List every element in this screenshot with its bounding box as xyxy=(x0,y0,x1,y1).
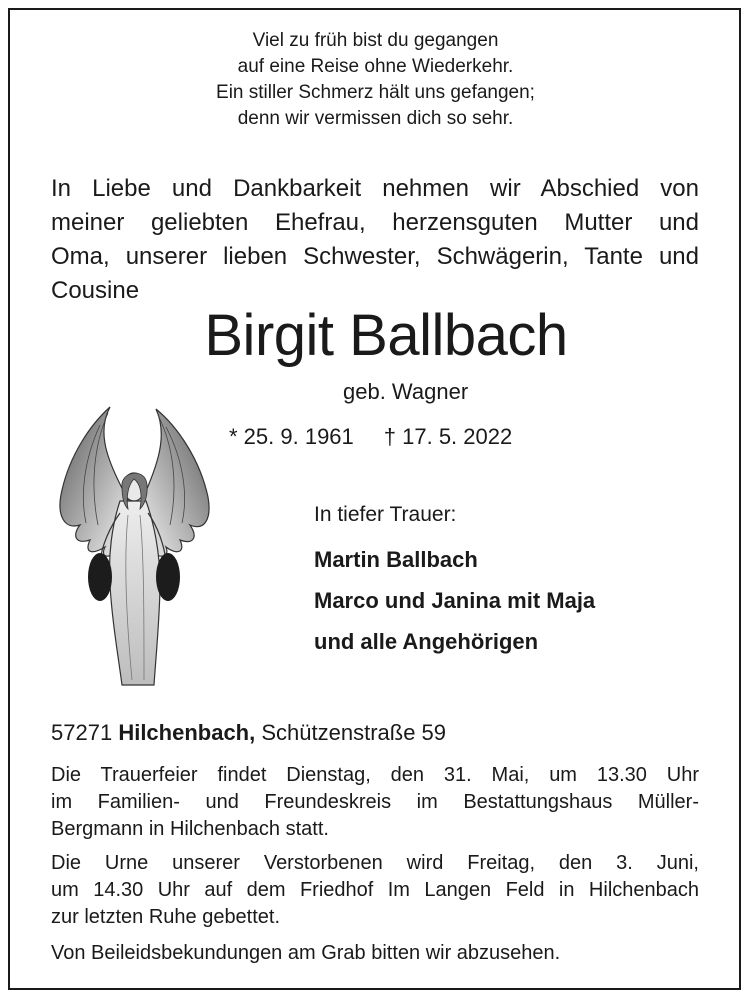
mourner-name: und alle Angehörigen xyxy=(314,629,539,654)
service-line: Bergmann in Hilchenbach statt. xyxy=(51,818,329,840)
address xyxy=(51,718,446,748)
death-date: † 17. 5. 2022 xyxy=(383,424,513,449)
burial-line: um 14.30 Uhr auf dem Friedhof Im Langen Feld in Hilchenbach xyxy=(51,879,699,901)
condolence-note: Von Beileidsbekundungen am Grab bitten wir abzusehen. xyxy=(51,942,561,964)
poem-line: Viel zu früh bist du gegangen xyxy=(252,30,499,51)
angel-illustration xyxy=(50,405,218,690)
intro-text xyxy=(51,172,699,308)
poem-line: auf eine Reise ohne Wiederkehr. xyxy=(237,56,514,77)
poem-line: Ein stiller Schmerz hält uns gefangen; xyxy=(216,82,535,103)
life-dates xyxy=(229,422,512,452)
service-line: Die Trauerfeier findet Dienstag, den 31. Mai, um 13.30 Uhr xyxy=(51,764,699,786)
maiden-name: geb. Wagner xyxy=(343,379,469,404)
poem-line: denn wir vermissen dich so sehr. xyxy=(237,108,514,129)
service-paragraph xyxy=(51,762,699,843)
burial-line: Die Urne unserer Verstorbenen wird Freitag, den 3. Juni, xyxy=(51,852,699,874)
mourner-name: Martin Ballbach xyxy=(314,547,478,572)
intro-line: meiner geliebten Ehefrau, herzensguten Mutter und xyxy=(51,209,699,236)
right-orb xyxy=(156,553,180,601)
intro-line: In Liebe und Dankbarkeit nehmen wir Abschied von xyxy=(51,175,699,202)
mourners-list xyxy=(314,545,595,668)
intro-line: Oma, unserer lieben Schwester, Schwägerin, Tante und xyxy=(51,243,699,270)
poem xyxy=(0,28,751,132)
mourning-label: In tiefer Trauer: xyxy=(314,503,457,526)
mourner-name: Marco und Janina mit Maja xyxy=(314,588,596,613)
deceased-name: Birgit Ballbach xyxy=(204,303,568,368)
left-orb xyxy=(88,553,112,601)
address-street: Schützenstraße 59 xyxy=(261,720,447,745)
address-city: Hilchenbach, xyxy=(118,720,256,745)
birth-date: * 25. 9. 1961 xyxy=(229,424,354,449)
robe xyxy=(109,501,160,685)
burial-line: zur letzten Ruhe gebettet. xyxy=(51,906,281,928)
service-line: im Familien- und Freundeskreis im Bestattungshaus Müller- xyxy=(51,791,699,813)
intro-line: Cousine xyxy=(51,277,140,304)
burial-paragraph xyxy=(51,850,699,931)
address-zip: 57271 xyxy=(51,720,113,745)
